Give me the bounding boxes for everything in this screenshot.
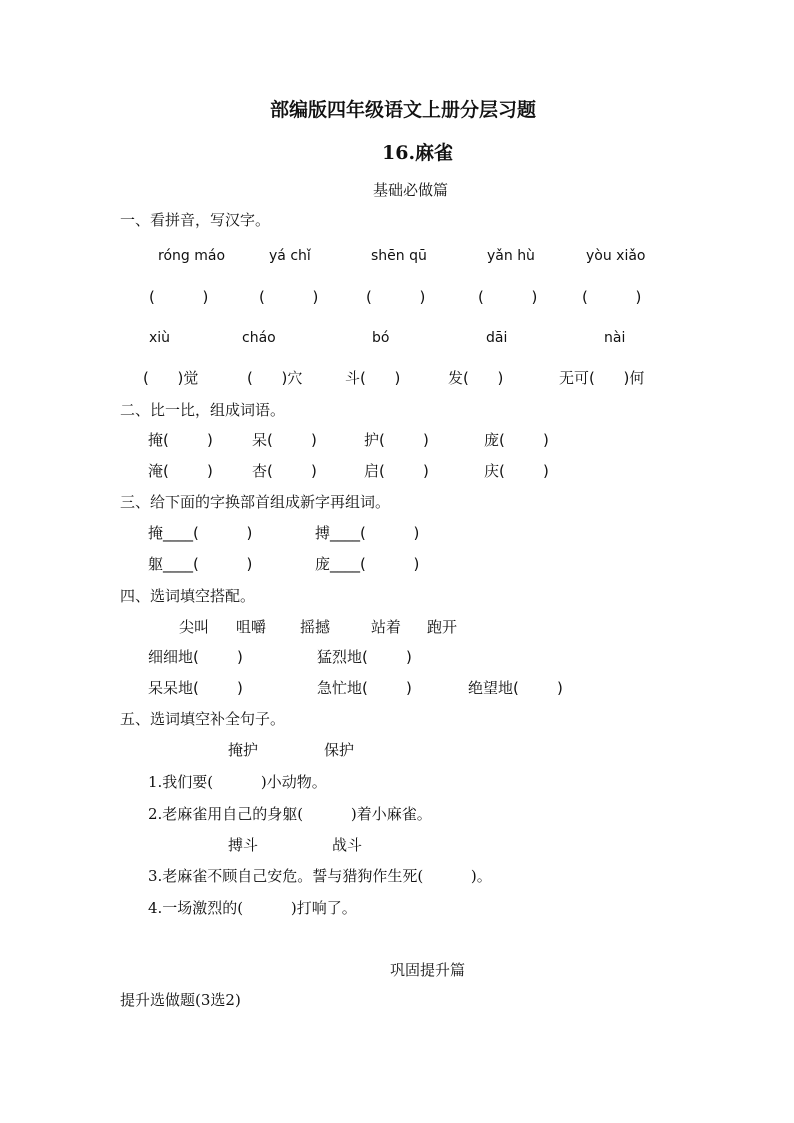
- pinyin: yǎn hù: [487, 248, 535, 264]
- answer-blank: ( ): [149, 288, 209, 306]
- match-item: 呆呆地( ): [148, 679, 243, 697]
- compare-item: 掩( ): [148, 431, 213, 449]
- answer-blank: ( ): [582, 288, 642, 306]
- match-item: 绝望地( ): [468, 679, 563, 697]
- page-title: 部编版四年级语文上册分层习题: [270, 99, 537, 121]
- compare-item: 庞( ): [484, 431, 549, 449]
- q5-heading: 五、选词填空补全句子。: [120, 710, 286, 728]
- compare-item: 淹( ): [148, 462, 213, 480]
- q2-heading: 二、比一比，组成词语。: [120, 401, 286, 419]
- answer-blank: ( ): [366, 288, 426, 306]
- radical-item: 庞____( ): [315, 555, 420, 573]
- sentence: 3.老麻雀不顾自己安危。誓与猎狗作生死( )。: [148, 867, 492, 885]
- answer-blank: ( )穴: [247, 369, 303, 387]
- word-option: 摇撼: [300, 618, 331, 636]
- match-item: 猛烈地( ): [317, 648, 412, 666]
- match-item: 细细地( ): [148, 648, 243, 666]
- compare-item: 护( ): [364, 431, 429, 449]
- pinyin: shēn qū: [371, 248, 427, 264]
- advanced-note: 提升选做题(3选2): [120, 991, 241, 1009]
- answer-blank: ( ): [259, 288, 319, 306]
- compare-item: 启( ): [364, 462, 429, 480]
- pinyin: bó: [372, 330, 390, 346]
- lesson-title: 16.麻雀: [382, 142, 454, 164]
- pinyin: yòu xiǎo: [586, 248, 646, 264]
- answer-blank: 发( ): [448, 369, 504, 387]
- radical-item: 掩____( ): [148, 524, 253, 542]
- word-option: 掩护: [228, 741, 259, 759]
- word-option: 咀嚼: [236, 618, 267, 636]
- answer-blank: 无可( )何: [559, 369, 645, 387]
- word-option: 尖叫: [179, 618, 210, 636]
- radical-item: 躯____( ): [148, 555, 253, 573]
- radical-item: 搏____( ): [315, 524, 420, 542]
- q3-heading: 三、给下面的字换部首组成新字再组词。: [120, 493, 391, 511]
- match-item: 急忙地( ): [317, 679, 412, 697]
- sentence: 2.老麻雀用自己的身躯( )着小麻雀。: [148, 805, 432, 823]
- pinyin: yá chǐ: [269, 248, 311, 264]
- answer-blank: ( )觉: [143, 369, 199, 387]
- word-option: 跑开: [427, 618, 458, 636]
- word-option: 站着: [371, 618, 402, 636]
- pinyin: dāi: [486, 330, 508, 346]
- word-option: 战斗: [332, 836, 363, 854]
- compare-item: 庆( ): [484, 462, 549, 480]
- answer-blank: ( ): [478, 288, 538, 306]
- q4-heading: 四、选词填空搭配。: [120, 587, 256, 605]
- section-advanced-heading: 巩固提升篇: [390, 961, 466, 979]
- compare-item: 呆( ): [252, 431, 317, 449]
- pinyin: cháo: [242, 330, 276, 346]
- word-option: 搏斗: [228, 836, 259, 854]
- pinyin: xiù: [149, 330, 171, 346]
- section-basic-heading: 基础必做篇: [373, 181, 449, 199]
- word-option: 保护: [324, 741, 355, 759]
- sentence: 1.我们要( )小动物。: [148, 773, 327, 791]
- pinyin: nài: [604, 330, 626, 346]
- pinyin: róng máo: [158, 248, 226, 264]
- sentence: 4.一场激烈的( )打响了。: [148, 899, 357, 917]
- q1-heading: 一、看拼音，写汉字。: [120, 211, 271, 229]
- answer-blank: 斗( ): [345, 369, 401, 387]
- compare-item: 杏( ): [252, 462, 317, 480]
